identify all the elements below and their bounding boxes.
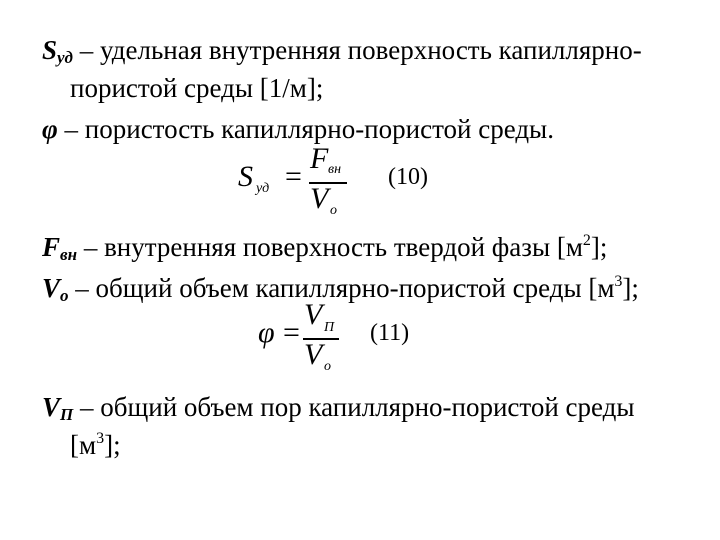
symbol-f-subscript: вн (60, 245, 78, 264)
definition-vp-exponent: 3 (96, 430, 105, 447)
formula-11-denominator-subscript: о (324, 359, 331, 374)
definition-vp-text: – общий объем пор капиллярно-пористой среды (73, 392, 635, 422)
formula-10-lhs: S (238, 160, 253, 193)
definition-s-line-2: пористой среды [1/м]; (70, 73, 324, 103)
definition-s-text: – удельная внутренняя поверхность капиллярно- (72, 35, 642, 65)
symbol-vp-subscript: П (60, 405, 74, 424)
definition-f-exponent: 2 (582, 232, 591, 249)
formula-11-denominator: V (304, 338, 323, 371)
formula-11-equals: = (283, 316, 300, 349)
formula-10-numerator: F (310, 142, 329, 175)
formula-10-lhs-subscript: уд (256, 181, 270, 196)
definition-v-exponent: 3 (614, 273, 623, 290)
symbol-phi: φ (42, 114, 58, 144)
definition-f-end: ]; (590, 232, 608, 262)
definition-phi-text: – пористость капиллярно-пористой среды. (57, 114, 554, 144)
formula-11-numerator-subscript: П (324, 320, 335, 335)
definition-vp-unit-start: [м (70, 430, 97, 460)
definition-f-text: – внутренняя поверхность твердой фазы [м (77, 232, 583, 262)
definition-v-end: ]; (622, 273, 639, 303)
definition-vp-line-1 (42, 391, 635, 431)
formula-11-lhs: φ (258, 316, 275, 349)
definition-v-text: – общий объем капиллярно-пористой среды [м (68, 273, 615, 303)
formula-11-numerator: V (304, 298, 323, 331)
formula-10-equals: = (285, 160, 302, 193)
formula-11-number: (11) (370, 320, 410, 346)
symbol-s: S (42, 35, 58, 65)
symbol-v: V (42, 273, 61, 303)
definition-phi (42, 113, 554, 145)
definition-s-line-1 (42, 34, 642, 74)
symbol-v-subscript: о (60, 286, 69, 305)
symbol-vp: V (42, 392, 61, 422)
symbol-f: F (42, 232, 61, 262)
formula-10-denominator: V (310, 182, 329, 215)
definition-f (42, 231, 607, 271)
formula-11 (258, 300, 428, 375)
symbol-s-subscript: уд (57, 48, 73, 67)
formula-10 (238, 142, 438, 221)
definition-vp-unit-end: ]; (104, 430, 121, 460)
formula-10-number: (10) (388, 164, 428, 190)
formula-10-denominator-subscript: о (330, 203, 337, 218)
definition-vp-line-2 (70, 429, 121, 461)
formula-10-numerator-subscript: вн (328, 162, 342, 177)
